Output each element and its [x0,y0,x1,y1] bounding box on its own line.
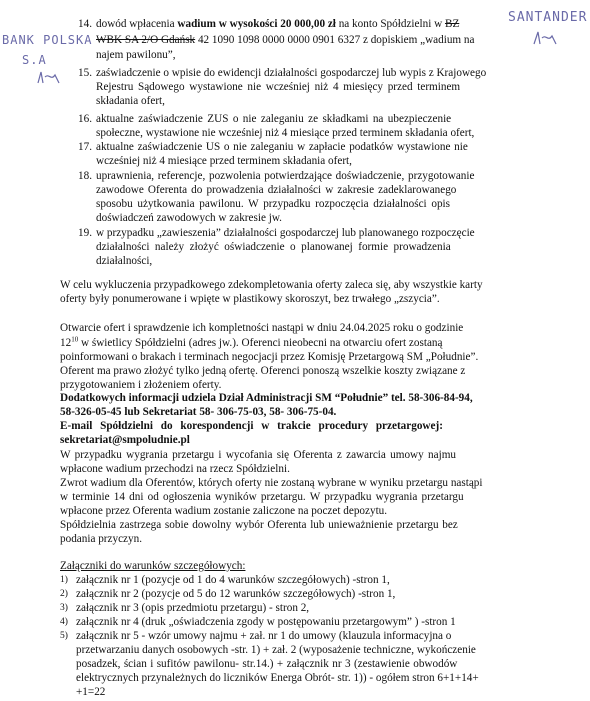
strikethrough-text: BZ [444,18,460,30]
attachment-3: załącznik nr 3 (opis przedmiotu przetargu) - stron 2, [76,602,310,614]
list-item-number: 18. [78,170,92,182]
paragraph-wadium-line4: w terminie 14 dni od ogłoszenia wyników przetargu. W przypadku wygrania przetargu [60,491,464,503]
attachment-4: załącznik nr 4 (druk „oświadczenia zgody w postępowaniu przetargowym” ) -stron 1 [76,616,456,628]
handwritten-initials-left [36,70,64,86]
list-item-18-line4: doświadczeń zawodowych w zakresie jw. [96,212,282,224]
attachment-number: 5) [60,631,68,641]
handwritten-bank-polska: BANK POLSKA [2,33,93,47]
paragraph-wadium-line2: wpłacone wadium przechodzi na rzecz Spółdzielni. [60,463,290,475]
paragraph-opening-line1: Otwarcie ofert i sprawdzenie ich kompletności nastąpi w dniu 24.04.2025 roku o godzinie [60,322,464,334]
contact-email-link[interactable]: sekretariat@smpoludnie.pl [60,434,190,446]
wadium-amount: wadium w wysokości 20 000,00 zł [177,18,336,30]
list-item-15-line2: Rejestru Sądowego wystawione nie wcześniej niż 4 miesięcy przed terminem [96,81,461,93]
list-item-14-line2: WBK SA 2/O Gdańsk 42 1090 1098 0000 0000 0901 6327 z dopiskiem „wadium na [96,34,475,46]
list-item-19-line2: działalności należy złożyć oświadczenie o planowanej formie prowadzenia [96,241,451,253]
paragraph-wadium-line6: Spółdzielnia zastrzega sobie dowolny wybór Oferenta lub unieważnienie przetargu bez [60,519,458,531]
list-item-18-line3: sposobu użytkowania pawilonu. W przypadku rozpoczęcia działalności opis [96,198,451,210]
list-item-16-line2: społeczne, wystawione nie wcześniej niż 4 miesiące przed terminem składania ofert, [96,127,475,139]
list-item-18-line2: zawodowe Oferenta do prowadzenia działalności w zakresie zadeklarowanego [96,184,457,196]
list-item-number: 17. [78,141,92,153]
attachment-2: załącznik nr 2 (pozycje od 5 do 12 warunków szczegółowych) -stron 1, [76,588,396,600]
list-item-16-line1: aktualne zaświadczenie ZUS o nie zaleganiu ze składkami na ubezpieczenie [96,113,452,125]
list-item-number: 15. [78,67,92,79]
attachment-5-line2: przetwarzaniu danych osobowych -str. 1) + zał. 2 (wyposażenie techniczne, wykończenie [76,644,476,656]
paragraph-wadium-line3: Zwrot wadium dla Oferentów, których oferty nie zostaną wybrane w wyniku przetargu nastąpi [60,477,483,489]
list-item-14-line1: dowód wpłacenia wadium w wysokości 20 000,00 zł na konto Spółdzielni w BZ [96,18,460,30]
paragraph-opening-line2: $12^{10}$ w świetlicy Spółdzielni (adres jw.). Oferenci nieobecni na otwarciu ofert zostaną [60,335,443,349]
list-item-14-line3: najem pawilonu”, [96,49,176,61]
list-item-17-line1: aktualne zaświadczenie US o nie zaleganiu w zapłacie podatków wystawione nie [96,141,468,153]
attachment-5-line4: elektrycznych przynależnych do liczników Energa Obrót- str. 1)) - ogółem stron 6+1+14+ [76,672,479,684]
contact-info-line2: 58-326-05-45 lub Sekretariat 58- 306-75-03, 58- 306-75-04. [60,406,337,418]
list-item-15-line3: składania ofert, [96,95,165,107]
attachment-1: załącznik nr 1 (pozycje od 1 do 4 warunków szczegółowych) -stron 1, [76,574,390,586]
handwritten-initials-top-right [532,30,560,48]
strikethrough-bank-name: WBK SA 2/O Gdańsk [96,34,196,46]
list-item-number: 16. [78,113,92,125]
paragraph-wadium-line5: wpłacone przez Oferenta wadium zostanie zaliczone na poczet depozytu. [60,505,388,517]
attachment-number: 3) [60,603,68,613]
attachment-5-line1: załącznik nr 5 - wzór umowy najmu + zał. nr 1 do umowy (klauzula informacyjna o [76,630,452,642]
attachment-number: 2) [60,589,68,599]
list-item-19-line1: w przypadku „zawieszenia” działalności gospodarczej lub planowanego rozpoczęcie [96,227,475,239]
paragraph-opening-line3: poinformowani o brakach i terminach negocjacji przez Komisję Przetargową SM „Południe”. [60,351,479,363]
list-item-18-line1: uprawnienia, referencje, pozwolenia potwierdzające doświadczenie, przygotowanie [96,170,475,182]
attachments-heading: Załączniki do warunków szczegółowych: [60,560,246,572]
paragraph-folder-line1: W celu wykluczenia przypadkowego zdekompletowania oferty zaleca się, aby wszystkie karty [60,279,483,291]
handwritten-sa: S.A [22,53,47,67]
paragraph-folder-line2: oferty były ponumerowane i wpięte w plastikowy skoroszyt, bez trwałego „zszycia”. [60,293,440,305]
list-item-number: 14. [78,18,92,30]
contact-email-label: E-mail Spółdzielni do korespondencji w trakcie procedury przetargowej: [60,420,443,432]
paragraph-wadium-line7: podania przyczyn. [60,533,143,545]
list-item-number: 19. [78,227,92,239]
paragraph-opening-line4: Oferent ma prawo złożyć tylko jedną ofertę. Oferenci ponoszą wszelkie koszty związane z [60,365,466,377]
handwritten-santander: SANTANDER [508,10,588,25]
attachment-number: 4) [60,617,68,627]
paragraph-opening-line5: przygotowaniem i złożeniem oferty. [60,379,222,391]
attachment-5-line3: posadzek, ścian i sufitów pawilonu- str.14.) + załącznik nr 3 (zestawienie obwodów [76,658,458,670]
list-item-19-line3: działalności, [96,255,153,267]
list-item-17-line2: wcześniej niż 4 miesiące przed terminem składania ofert, [96,155,352,167]
attachment-number: 1) [60,575,68,585]
paragraph-wadium-line1: W przypadku wygrania przetargu i wycofania się Oferenta z zawarcia umowy najmu [60,449,456,461]
attachment-5-line5: +1=22 [76,686,106,698]
list-item-15-line1: zaświadczenie o wpisie do ewidencji działalności gospodarczej lub wypis z Krajowego [96,67,487,79]
contact-info-line1: Dodatkowych informacji udziela Dział Administracji SM “Południe” tel. 58-306-84-94, [60,392,473,404]
